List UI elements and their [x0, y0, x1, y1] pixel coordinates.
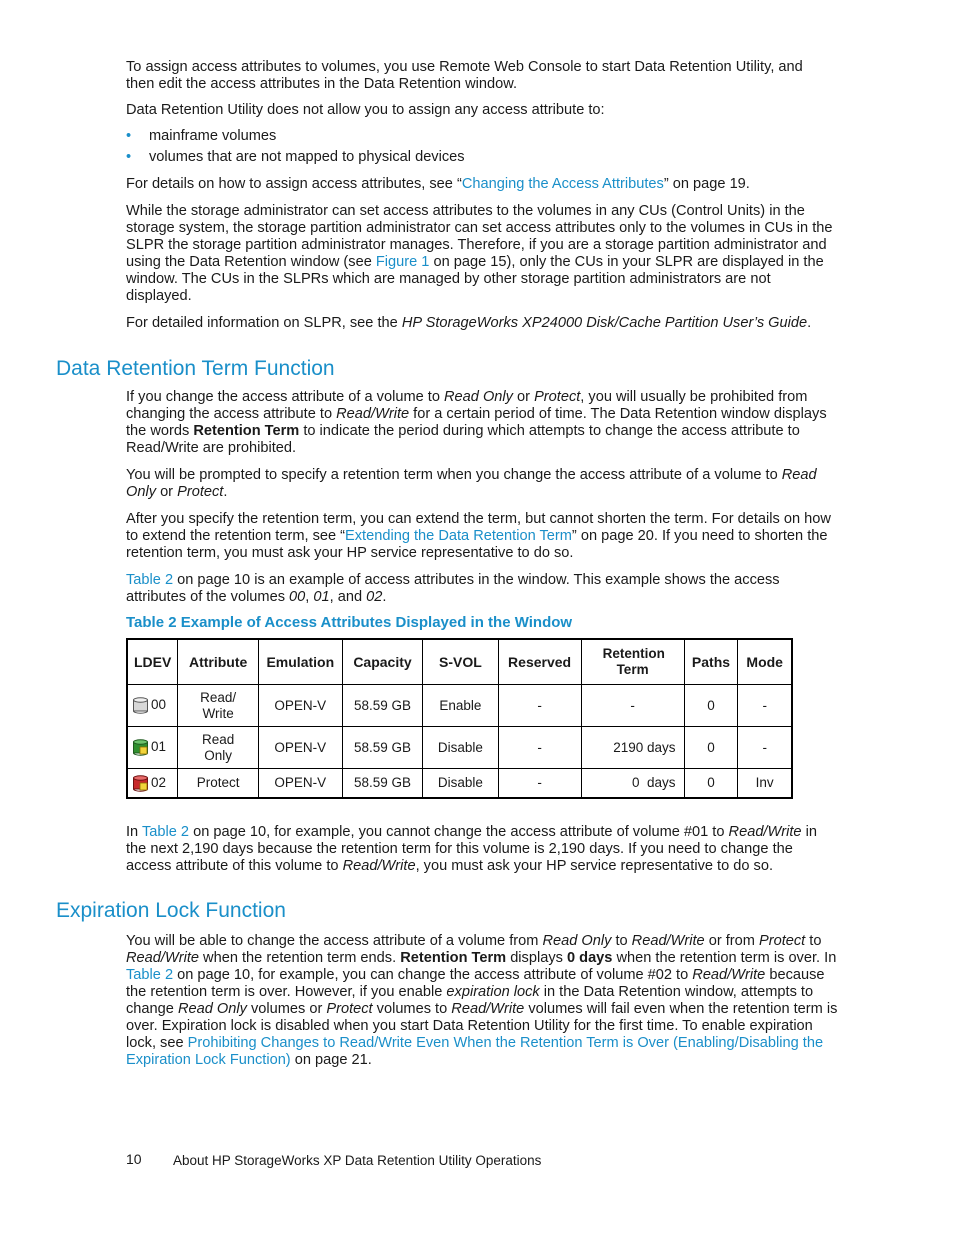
intro-paragraph: For detailed information on SLPR, see the HP StorageWorks XP24000 Disk/Cache Partition User’s Guide. — [126, 315, 812, 331]
capacity-cell: 58.59 GB — [342, 727, 423, 769]
ldev-cell: 01 — [127, 727, 178, 769]
intro-paragraph: To assign access attributes to volumes, you use Remote Web Console to start Data Retention Utility, and then edit the access attributes in the Data Retention window. — [126, 59, 803, 92]
access-attributes-table — [126, 638, 793, 799]
retention-cell: 0 days — [581, 769, 684, 799]
ldev-cell: 00 — [127, 685, 178, 727]
section-body — [126, 933, 838, 1069]
capacity-cell: 58.59 GB — [342, 685, 423, 727]
link-prohibiting-changes[interactable]: Prohibiting Changes to Read/Write Even When the Retention Term is Over (Enabling/Disabling the Expiration Lock Function) — [126, 1035, 824, 1068]
section-paragraph: You will be able to change the access attribute of a volume from Read Only to Read/Write or from Protect to Read/Write when the retention term ends. Retention Term displays 0 days when the retention term is over. In Table 2 on page 10, for example, you can change the access attribute of volume #02 to Read/Write because the retention term is over. However, if you enable expiration lock in the Data Retention window, attempts to change Read Only volumes or Protect volumes to Read/Write volumes will fail even when the retention term is over. Expiration lock is disabled when you start Data Retention Utility for the first time. To enable expiration lock, see Prohibiting Changes to Read/Write Even When the Retention Term is Over (Enabling/Disabling the Expiration Lock Function) on page 21. — [126, 933, 838, 1068]
section-heading: Data Retention Term Function — [56, 357, 335, 380]
table-row — [127, 769, 792, 799]
paths-cell: 0 — [684, 727, 738, 769]
column-header: Mode — [738, 639, 792, 685]
intro-section — [126, 59, 834, 332]
bullet-icon: • — [126, 128, 132, 144]
attribute-cell: Protect — [178, 769, 259, 799]
intro-paragraph: While the storage administrator can set access attributes to the volumes in any CUs (Control Units) in the storage system, the storage partition administrator can set access attributes only to the volumes in CUs in the SLPR the storage partition administrator manages. Therefore, if you are a storage partition administrator and using the Data Retention window (see Figure 1 on page 15), only the CUs in your SLPR are displayed in the window. The CUs in the SLPRs which are managed by other storage partition administrators are not displayed. — [126, 203, 833, 304]
paths-cell: 0 — [684, 769, 738, 799]
link-table-2[interactable]: Table 2 — [126, 967, 174, 983]
section-body — [126, 389, 834, 606]
column-header: Retention Term — [581, 639, 684, 685]
column-header: LDEV — [127, 639, 178, 685]
column-header: Emulation — [258, 639, 342, 685]
paths-cell: 0 — [684, 685, 738, 727]
svol-cell: Disable — [423, 727, 498, 769]
footer-title: About HP StorageWorks XP Data Retention Utility Operations — [173, 1153, 542, 1168]
table-header-row — [127, 639, 792, 685]
column-header: S-VOL — [423, 639, 498, 685]
reserved-cell: - — [498, 727, 581, 769]
page-number: 10 — [126, 1151, 142, 1167]
column-header: Capacity — [342, 639, 423, 685]
emulation-cell: OPEN-V — [258, 685, 342, 727]
link-changing-access-attributes[interactable]: Changing the Access Attributes — [461, 176, 664, 192]
mode-cell: Inv — [738, 769, 792, 799]
svol-cell: Disable — [423, 769, 498, 799]
attribute-cell: Read Only — [178, 727, 259, 769]
section-heading: Expiration Lock Function — [56, 899, 286, 922]
column-header: Attribute — [178, 639, 259, 685]
reserved-cell: - — [498, 685, 581, 727]
volume-protect-icon — [132, 775, 149, 792]
mode-cell: - — [738, 685, 792, 727]
retention-cell: 2190 days — [581, 727, 684, 769]
capacity-cell: 58.59 GB — [342, 769, 423, 799]
table-row — [127, 685, 792, 727]
section-paragraph: After you specify the retention term, you can extend the term, but cannot shorten the term. For details on how to extend the retention term, see “Extending the Data Retention Term” on page 20. If you need to shorten the retention term, you must ask your HP service representative to do so. — [126, 511, 831, 561]
emulation-cell: OPEN-V — [258, 727, 342, 769]
reserved-cell: - — [498, 769, 581, 799]
section-paragraph: If you change the access attribute of a volume to Read Only or Protect, you will usually be prohibited from changing the access attribute to Read/Write for a certain period of time. The Data Retention window displays the words Retention Term to indicate the period during which attempts to change the access attribute to Read/Write are prohibited. — [126, 389, 827, 456]
table-caption: Table 2 Example of Access Attributes Displayed in the Window — [126, 614, 573, 631]
emulation-cell: OPEN-V — [258, 769, 342, 799]
intro-paragraph: Data Retention Utility does not allow you to assign any access attribute to: — [126, 102, 605, 118]
column-header: Reserved — [498, 639, 581, 685]
bullet-icon: • — [126, 149, 132, 165]
volume-readwrite-icon — [132, 697, 149, 714]
section-paragraph: You will be prompted to specify a retention term when you change the access attribute of a volume to Read Only or Protect. — [126, 467, 817, 500]
ldev-cell: 02 — [127, 769, 178, 799]
volume-readonly-icon — [132, 739, 149, 756]
list-item: • volumes that are not mapped to physical devices — [126, 149, 465, 165]
intro-paragraph: For details on how to assign access attributes, see “Changing the Access Attributes” on page 19. — [126, 176, 750, 192]
list-item: • mainframe volumes — [126, 128, 277, 144]
retention-cell: - — [581, 685, 684, 727]
section-paragraph: In Table 2 on page 10, for example, you cannot change the access attribute of volume #01 to Read/Write in the next 2,190 days because the retention term for this volume is 2,190 days. If you need to change the access attribute of this volume to Read/Write, you must ask your HP service representative to do so. — [126, 824, 817, 874]
link-table-2[interactable]: Table 2 — [141, 824, 190, 840]
after-table-section — [126, 824, 838, 875]
section-paragraph: Table 2 on page 10 is an example of access attributes in the window. This example shows the access attributes of the volumes 00, 01, and 02. — [126, 572, 780, 605]
mode-cell: - — [738, 727, 792, 769]
link-figure-1[interactable]: Figure 1 — [375, 254, 430, 270]
bullet-list — [126, 128, 834, 166]
attribute-cell: Read/ Write — [178, 685, 259, 727]
table-row — [127, 727, 792, 769]
column-header: Paths — [684, 639, 738, 685]
svol-cell: Enable — [423, 685, 498, 727]
link-extending-retention-term[interactable]: Extending the Data Retention Term — [345, 528, 572, 544]
link-table-2[interactable]: Table 2 — [126, 572, 174, 588]
